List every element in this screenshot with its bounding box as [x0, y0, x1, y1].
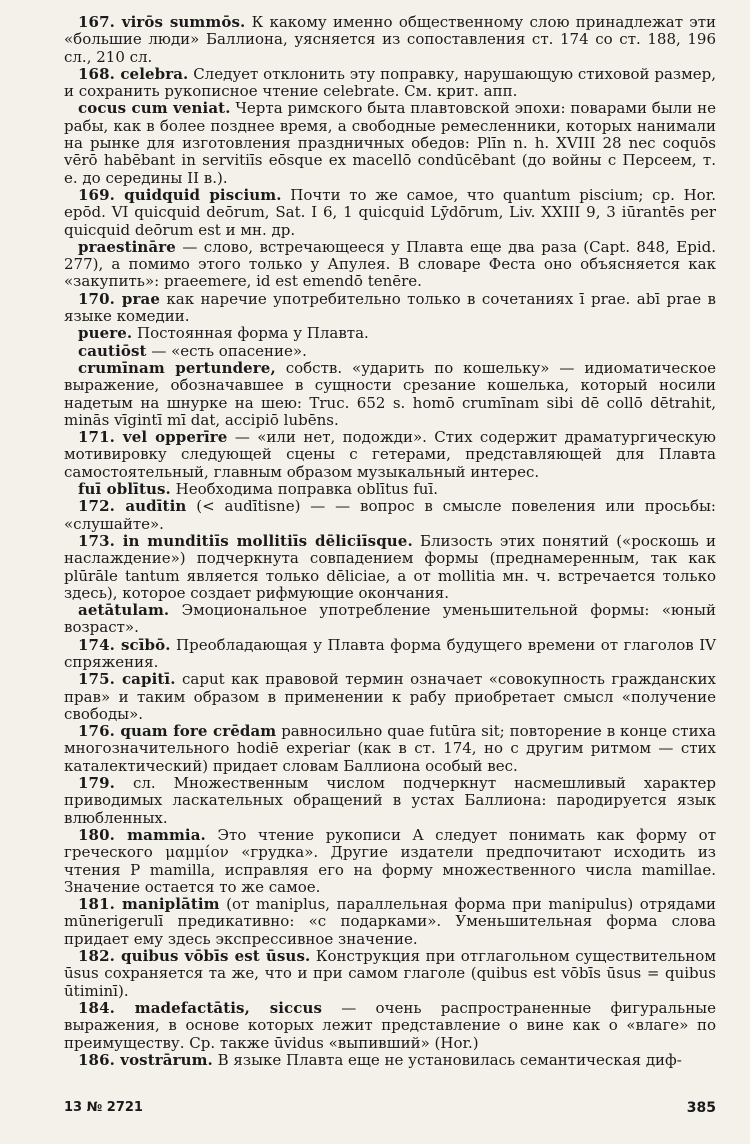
entry-text: собств. «ударить по кошельку» — идиоматическое выражение, обозначавшее в сущности срезание кошелька, который носили надетым на шнурке на шею: Truc. 652 s. homō crumīnam sibi dē collō dētrahit, minās vīgintī mī dat, accipiō lubēns.: [64, 358, 716, 429]
entry-text: Эмоциональное употребление уменьшительной формы: «юный возраст».: [64, 601, 716, 637]
entry-lemma: fuī oblītus.: [78, 480, 171, 499]
entry-lemma: 171. vel opperīre: [78, 428, 228, 447]
entry-lemma: 167. virōs summōs.: [78, 13, 246, 31]
entry-lemma: 170. prae: [78, 289, 160, 308]
entry-lemma: crumīnam pertundere,: [78, 358, 276, 377]
entry-text: В языке Плавта еще не установилась семантическая диф-: [212, 1050, 682, 1069]
entry-lemma: 179.: [78, 774, 115, 793]
entry-179: [64, 775, 716, 827]
entry-172: [64, 498, 716, 533]
entry-fui-oblitus: [64, 481, 716, 498]
entry-lemma: aetātulam.: [78, 601, 170, 620]
entry-180: [64, 827, 716, 896]
entry-lemma: praestināre: [78, 237, 176, 256]
entry-text: Преобладающая у Плавта форма будущего времени от глаголов IV спряжения.: [64, 635, 716, 671]
entry-lemma: 180. mammia.: [78, 825, 206, 844]
entry-text: Следует отклонить эту поправку, нарушающую стиховой размер, и сохранить рукописное чтение celebrate. См. крит. апп.: [64, 64, 716, 101]
entry-text: К какому именно общественному слою принадлежат эти «большие люди» Баллиона, уясняется из сопоставления ст. 174 со ст. 188, 196 сл., 210 сл.: [64, 13, 716, 66]
entry-cautiost: [64, 343, 716, 360]
entry-175: [64, 671, 716, 723]
printer-signature: 13 № 2721: [64, 1100, 143, 1115]
entry-181: [64, 896, 716, 948]
entry-text: Близость этих понятий («роскошь и наслаждение») подчеркнута совпадением формы (преднамеренным, так как plūrāle tantum является только dēliciae, а от mollitia мн. ч. встречается только здесь), которое создает рифмующие окончания.: [64, 531, 716, 602]
entry-lemma: 173. in munditiīs mollitiīs dēliciīsque.: [78, 531, 413, 550]
entry-aetatulam: [64, 602, 716, 637]
entry-170: [64, 291, 716, 326]
entry-lemma: 181. maniplātim: [78, 895, 220, 914]
entry-186: [64, 1052, 716, 1069]
entry-171: [64, 429, 716, 481]
entry-176: [64, 723, 716, 775]
entry-text: сл. Множественным числом подчеркнут насмешливый характер приводимых ласкательных обращений в устах Баллиона: пародируется язык влюбленных.: [64, 774, 716, 827]
entry-text: (от maniplus, параллельная форма при manipulus) отрядами mūnerigerulī предикативно: «с подарками». Уменьшительная форма слова придает ему здесь экспрессивное значение.: [64, 895, 716, 948]
entry-text: — слово, встречающееся у Плавта еще два раза (Capt. 848, Epid. 277), а помимо этого только у Апулея. В словаре Феста оно объясняется как «закупить»: praeemere, id est emendō tenēre.: [64, 237, 716, 291]
entry-lemma: 182. quibus vōbīs est ūsus.: [78, 947, 311, 966]
entry-lemma: 172. audītin: [78, 497, 187, 516]
entry-182: [64, 948, 716, 1000]
entry-text: — «есть опасение».: [146, 341, 307, 360]
commentary-entries: [64, 14, 716, 1069]
entry-lemma: 169. quidquid piscium.: [78, 185, 282, 204]
entry-text: равносильно quae futūra sit; повторение в конце стиха многозначительного hodiē experiar (как в ст. 174, но с другим ритмом — стих каталектический) придает словам Баллиона особый вес.: [64, 722, 716, 775]
entry-lemma: cocus cum veniat.: [78, 99, 231, 118]
entry-text: — очень распространенные фигуральные выражения, в основе которых лежит представление о вине как о «влаге» по преимуществу. Ср. также ūvidus «выпивший» (Hor.): [64, 998, 717, 1052]
entry-text: Постоянная форма у Плавта.: [132, 324, 369, 343]
entry-text: Черта римского быта плавтовской эпохи: поварами были не рабы, как в более позднее время, а свободные ремесленники, которых нанимали на рынке для изготовления праздничных обедов: Plīn n. h. XVIII 28 nec coquōs vērō habēbant in servitiīs eōsque ex macellō condūcēbant (до войны с Персеем, т. е. до середины II в.).: [64, 99, 716, 187]
entry-text: как наречие употребительно только в сочетаниях ī prae. abī prae в языке комедии.: [64, 289, 716, 326]
entry-lemma: 186. vostrārum.: [78, 1050, 213, 1069]
entry-184: [64, 1000, 716, 1052]
entry-text: — «или нет, подожди». Стих содержит драматургическую мотивировку следующей сцены с гетерами, представляющей для Плавта самостоятельный, главным образом музыкальный интерес.: [64, 428, 716, 481]
entry-lemma: 184. madefactātis, siccus: [78, 998, 323, 1017]
entry-puere: [64, 325, 716, 342]
entry-text: Необходима поправка oblītus fuī.: [170, 480, 439, 499]
entry-text: (< audītisne) — — вопрос в смысле повеления или просьбы: «слушайте».: [64, 497, 716, 533]
entry-168: [64, 66, 716, 101]
entry-lemma: 175. capitī.: [78, 670, 176, 689]
entry-167: [64, 14, 716, 66]
entry-lemma: cautiōst: [78, 341, 147, 360]
entry-169: [64, 187, 716, 239]
entry-text: caput как правовой термин означает «совокупность гражданских прав» и таким образом в применении к рабу приобретает смысл «получение свободы».: [64, 670, 716, 723]
entry-174: [64, 637, 716, 672]
entry-lemma: 174. scībō.: [78, 635, 171, 654]
entry-lemma: 168. celebra.: [78, 64, 189, 83]
entry-cocus: [64, 100, 716, 186]
entry-text: Конструкция при отглагольном существительном ūsus сохраняется та же, что и при самом глаголе (quibus est vōbīs ūsus = quibus ūtiminī).: [64, 947, 716, 1000]
page-footer: [64, 1100, 716, 1116]
page-number: 385: [686, 1100, 716, 1116]
entry-lemma: puere.: [78, 324, 133, 343]
entry-lemma: 176. quam fore crēdam: [78, 722, 277, 741]
entry-praestinare: [64, 239, 716, 291]
entry-173: [64, 533, 716, 602]
entry-text: Почти то же самое, что quantum piscium; ср. Hor. epōd. VI quicquid deōrum, Sat. I 6, 1 quicquid Lȳdōrum, Liv. XXIII 9, 3 iūrantēs per quicquid deōrum est и мн. др.: [64, 185, 716, 239]
entry-text: Это чтение рукописи A следует понимать как форму от греческого μαμμίον «грудка». Другие издатели предпочитают исходить из чтения P mamilla, исправляя его на форму множественного числа mamillae. Значение остается то же самое.: [64, 825, 716, 896]
entry-cruminam: [64, 360, 716, 429]
